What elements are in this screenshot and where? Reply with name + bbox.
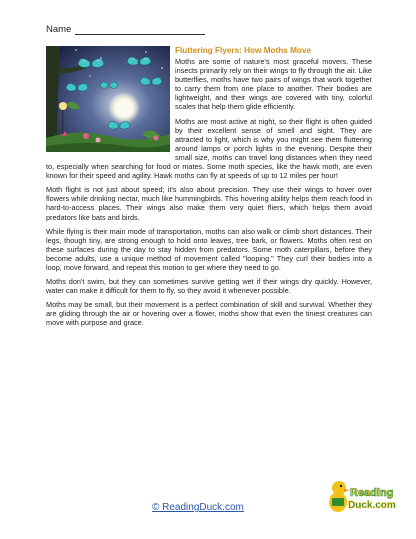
paragraph-5: Moths don't swim, but they can sometimes survive getting wet if their wings dry quickly. However, water can make it difficult for them to fly, so they avoid it whenever possible.	[46, 277, 372, 296]
logo-text-duck: Duck.com	[348, 500, 396, 511]
copyright-link[interactable]: © ReadingDuck.com	[152, 502, 244, 513]
article-title: Fluttering Flyers: How Moths Move	[175, 46, 312, 55]
paragraph-1: Moths are some of nature's most graceful movers. These insects primarily rely on their wings to fly through the air. Like butterflies, moths have two pairs of wings that work together to carry them from one place to another. Their bodies are lightweight, and their wings are covered with tiny, colorful scales that help them glide efficiently.	[175, 57, 372, 112]
name-input-line[interactable]	[75, 25, 205, 35]
reading-duck-logo	[328, 474, 396, 518]
moths-illustration	[46, 46, 170, 152]
name-label: Name	[46, 24, 72, 35]
paragraph-3: Moth flight is not just about speed; it's also about precision. They use their wings to hover over flowers while drinking nectar, much like hummingbirds. This hovering ability helps them reach food in hard-to-access places. Their wings also make them very quiet fliers, which helps them avoid predators like bats and birds.	[46, 185, 372, 222]
name-field-row	[46, 24, 205, 35]
paragraph-2: Moths are most active at night, so their flight is often guided by their excellent sense of smell and sight. They are attracted to light, which is why you might see them fluttering around lamps or porch lights in the evening. Despite their small size, moths can travel long distances when they need to, especially when searching for food or mates. Some moth species, like the hawk moth, are even known for their speed and agility. Hawk moths can fly at speeds of up to 12 miles per hour!	[46, 116, 372, 181]
paragraph-6: Moths may be small, but their movement is a perfect combination of skill and survival. Whether they are gliding through the air or hovering over a flower, moths show that even the tiniest creatures can move with purpose and grace.	[46, 300, 372, 328]
article	[46, 46, 372, 333]
logo-text-reading: Reading	[350, 487, 394, 499]
paragraph-4: While flying is their main mode of transportation, moths can also walk or climb short distances. Their legs, though tiny, are strong enough to hold onto leaves, tree bark, or flowers. Moths often rest on these surfaces during the day to stay hidden from predators. Some moth caterpillars, before they become adults, use a unique method of movement called "looping." They curl their bodies into a loop, move forward, and repeat this motion to get where they need to go.	[46, 226, 372, 272]
